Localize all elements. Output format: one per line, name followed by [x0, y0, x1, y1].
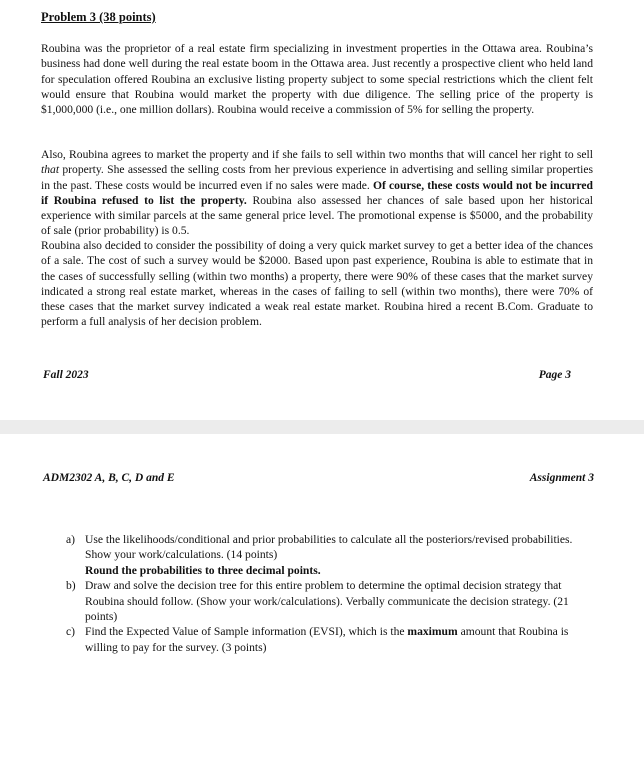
footer-page-number: Page 3	[538, 369, 571, 381]
question-c-text-b: amount that Roubina is willing to pay for the survey. (3 points)	[85, 625, 569, 654]
paragraph-costs	[41, 147, 593, 239]
question-b	[66, 578, 586, 624]
question-c-text-a: Find the Expected Value of Sample information (EVSI), which is the	[85, 625, 408, 639]
problem-title: Problem 3 (38 points)	[41, 10, 156, 24]
question-a-text: Use the likelihoods/conditional and prior probabilities to calculate all the posteriors/revised probabilities. Show your work/calculations. (14 points)	[85, 533, 573, 562]
header-course: ADM2302 A, B, C, D and E	[43, 472, 175, 484]
page-separator	[0, 420, 644, 434]
question-c	[66, 624, 586, 655]
paragraph-costs-bold: Of course, these costs would not be incurred if Roubina refused to list the property.	[41, 178, 593, 207]
paragraph-costs-italic: that	[41, 163, 60, 177]
question-label: a)	[66, 533, 76, 546]
question-label: b)	[66, 579, 76, 593]
question-list	[66, 532, 586, 655]
paragraph-survey: Roubina also decided to consider the possibility of doing a very quick market survey to get a better idea of the chances of a sale. The cost of such a survey would be $2000. Based upon past experience, Roubina is able to estimate that in the cases of successfully selling (within two months) a property, there were 90% of these cases that the market survey indicated a strong real estate market, whereas in the cases of failing to sell (within two months), there were 70% of these cases that the market survey indicated a weak real estate market. Roubina hired a recent B.Com. Graduate to perform a full analysis of her decision problem.	[41, 239, 593, 329]
footer-term: Fall 2023	[43, 369, 89, 381]
paragraph-costs-text-a: Also, Roubina agrees to market the property and if she fails to sell within two months that will cancel her right to sell	[41, 148, 593, 161]
paragraph-costs-text-c: Roubina also assessed her chances of sale based upon her historical experience with similar parcels at the same general price level. The promotional expense is $5000, and the probability of sale (prior probability) is 0.5.	[41, 193, 594, 238]
question-b-text: Draw and solve the decision tree for this entire problem to determine the optimal decision strategy that Roubina should follow. (Show your work/calculations). Verbally communicate the decision strategy. (21 points)	[85, 579, 569, 624]
question-text	[85, 532, 586, 578]
question-text	[85, 624, 586, 655]
question-label: c)	[66, 625, 76, 639]
document-page-4	[0, 434, 644, 758]
question-a	[66, 532, 586, 578]
paragraph-intro: Roubina was the proprietor of a real estate firm specializing in investment properties in the Ottawa area. Roubina’s business had done well during the real estate boom in the Ottawa area. Just recently a prospective client who held land for speculation offered Roubina an exclusive listing property subject to some special restrictions which the client felt would ensure that Roubina would market the property with due diligence. The selling price of the property is $1,000,000 (i.e., one million dollars). Roubina would receive a commission of 5% for selling the property.	[41, 42, 593, 117]
question-a-rounding-note: Round the probabilities to three decimal points.	[85, 563, 321, 577]
header-assignment: Assignment 3	[529, 472, 594, 484]
paragraph-costs-text-b: property. She assessed the selling costs from her previous experience in advertising and selling similar properties in the past. These costs would be incurred even if no sales were made.	[41, 163, 593, 192]
question-c-bold: maximum	[407, 625, 458, 639]
